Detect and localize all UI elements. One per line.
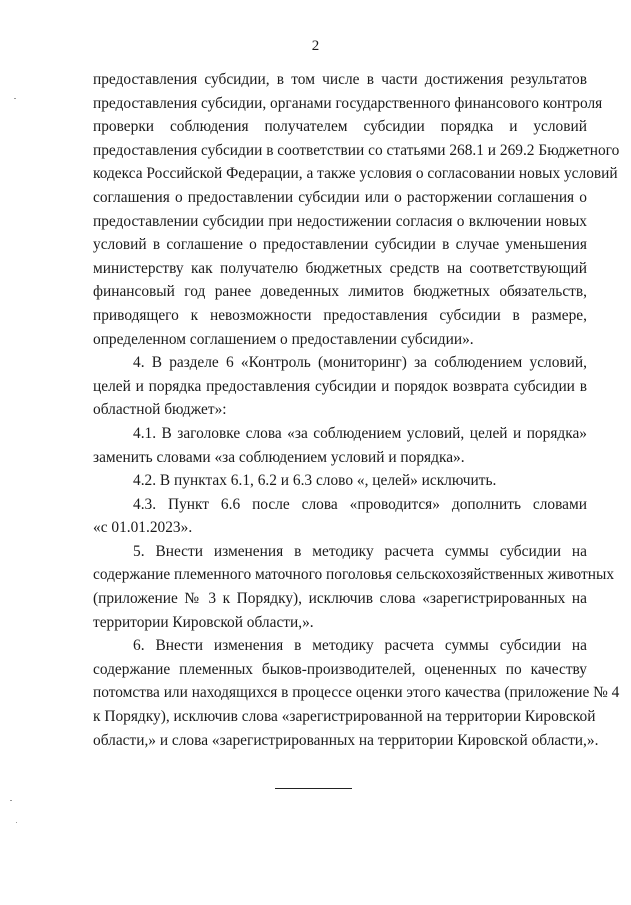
- paragraph-item-4-2: [93, 469, 587, 493]
- text-line: 5. Внести изменения в методику расчета суммы субсидии на: [133, 542, 587, 560]
- text-line: предоставления субсидии, в том числе в части достижения результатов: [93, 71, 587, 88]
- text-line: областной бюджет»:: [93, 401, 227, 419]
- text-line: определенном соглашением о предоставлении субсидии».: [93, 330, 474, 348]
- text-line: предоставлении субсидии при недостижении согласия о включении новых: [93, 212, 587, 230]
- text-line: проверки соблюдения получателем субсидии порядка и условий: [93, 118, 587, 136]
- text-line: содержание племенных быков-производителей, оцененных по качеству: [93, 660, 587, 678]
- text-line: 4. В разделе 6 «Контроль (мониторинг) за соблюдением условий,: [133, 354, 587, 372]
- text-line: заменить словами «за соблюдением условий и порядка».: [93, 448, 465, 466]
- text-line: 4.3. Пункт 6.6 после слова «проводится» дополнить словами: [133, 495, 587, 513]
- text-line: финансовый год ранее доведенных лимитов бюджетных обязательств,: [93, 283, 587, 301]
- scan-speck: [14, 98, 16, 99]
- page-number: 2: [311, 38, 320, 54]
- text-line: «с 01.01.2023».: [93, 519, 193, 537]
- text-line: потомства или находящихся в процессе оценки этого качества (приложение № 4: [93, 684, 620, 702]
- paragraph-item-5: [93, 540, 615, 634]
- text-line: 4.1. В заголовке слова «за соблюдением условий, целей и порядка»: [133, 424, 587, 442]
- text-line: предоставления субсидии в соответствии со статьями 268.1 и 269.2 Бюджетного: [93, 141, 620, 159]
- text-line: содержание племенного маточного поголовья сельскохозяйственных животных: [93, 566, 615, 584]
- text-line: министерству как получателю бюджетных средств на соответствующий: [93, 259, 587, 277]
- text-line: к Порядку), исключив слова «зарегистрированной на территории Кировской: [93, 708, 596, 726]
- paragraph-item-4: [93, 351, 587, 422]
- text-line: условий в соглашение о предоставлении субсидии в случае уменьшения: [93, 236, 587, 254]
- paragraph-continuation: [93, 68, 620, 351]
- text-line: области,» и слова «зарегистрированных на территории Кировской области,».: [93, 731, 599, 749]
- text-line: предоставления субсидии, органами государственного финансового контроля: [93, 94, 603, 112]
- text-line: приводящего к невозможности предоставления субсидии в размере,: [93, 306, 587, 324]
- paragraph-item-4-1: [93, 422, 587, 469]
- text-line: территории Кировской области,».: [93, 613, 314, 631]
- scan-speck: [10, 800, 12, 801]
- text-line: 4.2. В пунктах 6.1, 6.2 и 6.3 слово «, целей» исключить.: [133, 472, 497, 490]
- document-body: [93, 68, 620, 752]
- paragraph-item-4-3: [93, 493, 587, 540]
- closing-separator-line: [275, 788, 352, 789]
- text-line: (приложение № 3 к Порядку), исключив слова «зарегистрированных на: [93, 590, 587, 608]
- text-line: 6. Внести изменения в методику расчета суммы субсидии на: [133, 637, 587, 655]
- text-line: кодекса Российской Федерации, а также условия о согласовании новых условий: [93, 165, 618, 183]
- text-line: целей и порядка предоставления субсидии и порядок возврата субсидии в: [93, 377, 587, 395]
- text-line: соглашения о предоставлении субсидии или о расторжении соглашения о: [93, 188, 587, 206]
- paragraph-item-6: [93, 634, 620, 752]
- scan-speck: [16, 822, 17, 823]
